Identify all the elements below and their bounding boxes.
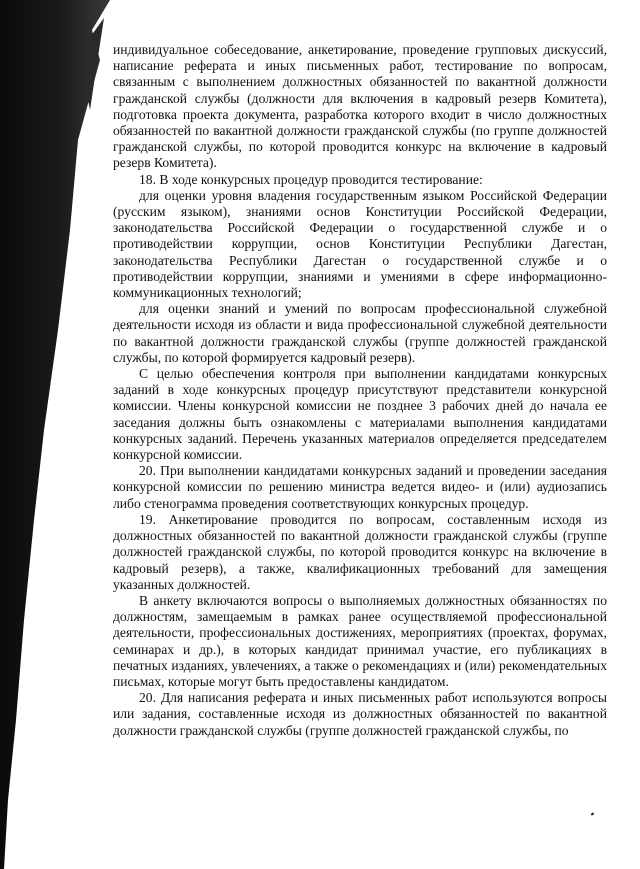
paragraph-8: В анкету включаются вопросы о выполняемых должностных обязанностях по должностям, замещаемым в рамках ранее осуществляемой профессиональной деятельности, профессиональных достижениях, мероприятиях (проектах, форумах, семинарах и др.), в которых кандидат принимал участие, его публикациях в печатных изданиях, увлечениях, а также о рекомендациях и (или) рекомендательных письмах, которые могут быть предоставлены кандидатом. [113, 592, 607, 689]
paragraph-2: 18. В ходе конкурсных процедур проводится тестирование: [139, 171, 483, 187]
paragraph-4: для оценки знаний и умений по вопросам профессиональной служебной деятельности исходя из области и вида профессиональной служебной деятельности по вакантной должности гражданской службы (группе должностей гражданской службы, по которой формируется кадровый резерв). [113, 301, 607, 365]
paragraph-9: 20. Для написания реферата и иных письменных работ используются вопросы или задания, составленные исходя из должностных обязанностей по вакантной должности гражданской службы (группе должностей гражданской службы, по [113, 690, 607, 738]
scan-edge-shadow [0, 0, 120, 869]
document-body [113, 42, 607, 739]
paragraph-7: 19. Анкетирование проводится по вопросам, составленным исходя из должностных обязанностей по вакантной должности гражданской службы (группе должностей гражданской службы, по которой проводится конкурс на включение в кадровый резерв), а также, квалификационных требований для замещения указанных должностей. [113, 511, 607, 592]
paragraph-5: С целью обеспечения контроля при выполнении кандидатами конкурсных заданий в ходе конкурсных процедур присутствуют представители конкурсной комиссии. Члены конкурсной комиссии не позднее 3 рабочих дней до начала ее заседания должны быть ознакомлены с материалами выполнения кандидатами конкурсных заданий. Перечень указанных материалов определяется председателем конкурсной комиссии. [113, 366, 607, 463]
scan-speck [591, 812, 595, 815]
paragraph-3: для оценки уровня владения государственным языком Российской Федерации (русским языком), знаниями основ Конституции Российской Федерации, законодательства Российской Федерации о государственной службе и о противодействии коррупции, основ Конституции Республики Дагестан, законодательства Республики Дагестан о государственной службе и о противодействии коррупции, знаниями и умениями в сфере информационно-коммуникационных технологий; [113, 187, 607, 301]
paragraph-6: 20. При выполнении кандидатами конкурсных заданий и проведении заседания конкурсной комиссии по решению министра ведется видео- и (или) аудиозапись либо стенограмма проведения соответствующих конкурсных процедур. [113, 463, 607, 511]
paragraph-1: индивидуальное собеседование, анкетирование, проведение групповых дискуссий, написание реферата и иных письменных работ, тестирование по вопросам, связанным с выполнением должностных обязанностей по вакантной должности гражданской службы (должности для включения в кадровый резерв Комитета), подготовка проекта документа, разработка которого входит в число должностных обязанностей по вакантной должности гражданской службы (по группе должностей гражданской службы, по которой проводится конкурс на включение в кадровый резерв Комитета). [113, 42, 607, 171]
